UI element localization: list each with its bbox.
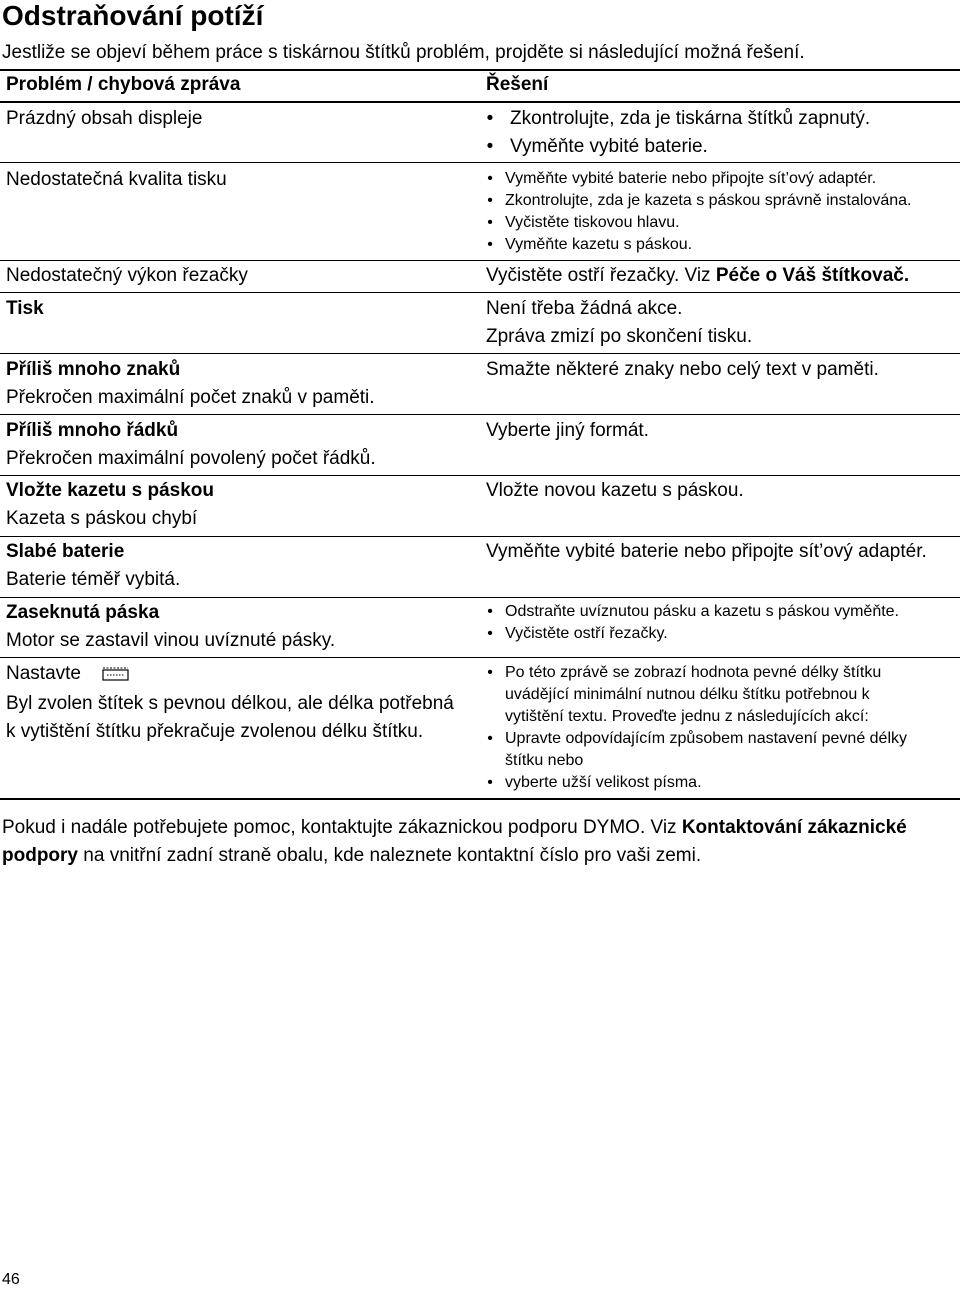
page-number: 46	[2, 1271, 20, 1288]
intro-text: Jestliže se objeví během práce s tiskárnou štítků problém, projděte si následující možná řešení.	[2, 42, 805, 63]
solution-reference: Péče o Váš štítkovač.	[715, 265, 910, 286]
bullet	[485, 133, 495, 161]
table-bottom-rule	[0, 798, 960, 800]
problem-title: Příliš mnoho znaků	[6, 359, 181, 380]
problem-title: Příliš mnoho řádků	[6, 420, 179, 441]
footer-reference: Kontaktování zákaznické podpory	[2, 817, 907, 866]
row-rule	[0, 597, 960, 598]
header-solution: Řešení	[486, 74, 549, 95]
problem-desc: Byl zvolen štítek s pevnou délkou, ale délka potřebná	[6, 693, 454, 714]
bullet	[485, 105, 495, 133]
solution-text: Po této zprávě se zobrazí hodnota pevné délky štítku	[505, 664, 882, 681]
solution-text: Vyberte jiný formát.	[486, 420, 649, 441]
problem-desc: Překročen maximální počet znaků v paměti.	[6, 387, 375, 408]
bullet	[485, 168, 495, 190]
solution-prefix: Vyčistěte ostří řezačky. Viz	[486, 265, 716, 286]
row-rule	[0, 162, 960, 163]
problem-text: Prázdný obsah displeje	[6, 108, 203, 129]
problem-text: Nedostatečný výkon řezačky	[6, 265, 248, 286]
solution-text: Zpráva zmizí po skončení tisku.	[486, 326, 753, 347]
solution-text	[486, 262, 909, 290]
problem-desc: Motor se zastavil vinou uvíznuté pásky.	[6, 630, 336, 651]
problem-title: Vložte kazetu s páskou	[6, 480, 215, 501]
problem-title: Nastavte	[6, 663, 81, 684]
solution-text: Smažte některé znaky nebo celý text v paměti.	[486, 359, 879, 380]
solution-text: uvádějící minimální nutnou délku štítku potřebnou k	[505, 686, 870, 703]
problem-desc: k vytištění štítku překračuje zvolenou délku štítku.	[6, 721, 424, 742]
solution-text: Vyměňte vybité baterie.	[510, 136, 708, 157]
bullet	[485, 728, 495, 750]
footer-text-part: Pokud i nadále potřebujete pomoc, kontaktujte zákaznickou podporu DYMO. Viz	[2, 817, 682, 838]
solution-text: vytištění textu. Proveďte jednu z následujících akcí:	[505, 708, 869, 725]
solution-text: štítku nebo	[505, 752, 584, 769]
bullet	[485, 623, 495, 645]
problem-title: Zaseknutá páska	[6, 602, 160, 623]
bullet	[485, 662, 495, 684]
problem-text: Nedostatečná kvalita tisku	[6, 169, 227, 190]
row-rule	[0, 475, 960, 476]
solution-text: Vyčistěte ostří řezačky.	[505, 625, 668, 642]
solution-text: Zkontrolujte, zda je tiskárna štítků zapnutý.	[510, 108, 871, 129]
problem-text: Tisk	[6, 298, 44, 319]
header-rule	[0, 101, 960, 103]
row-rule	[0, 657, 960, 658]
solution-text: Vložte novou kazetu s páskou.	[486, 480, 744, 501]
footer-text-part: na vnitřní zadní straně obalu, kde naleznete kontaktní číslo pro vaši zemi.	[78, 845, 702, 866]
solution-text: Upravte odpovídajícím způsobem nastavení pevné délky	[505, 730, 908, 747]
solution-text: Vyměňte vybité baterie nebo připojte sít’ový adaptér.	[505, 170, 877, 187]
solution-text: Vyměňte vybité baterie nebo připojte sít’ový adaptér.	[486, 541, 927, 562]
solution-text: Zkontrolujte, zda je kazeta s páskou správně instalována.	[505, 192, 912, 209]
problem-title: Slabé baterie	[6, 541, 125, 562]
header-problem: Problém / chybová zpráva	[6, 74, 241, 95]
bullet	[485, 234, 495, 256]
page-title: Odstraňování potíží	[2, 0, 264, 31]
bullet	[485, 601, 495, 623]
solution-text: Vyčistěte tiskovou hlavu.	[505, 214, 680, 231]
bullet	[485, 190, 495, 212]
fixed-length-label-icon	[102, 667, 129, 682]
row-rule	[0, 353, 960, 354]
row-rule	[0, 414, 960, 415]
row-rule	[0, 292, 960, 293]
problem-desc: Baterie téměř vybitá.	[6, 569, 181, 590]
solution-text: vyberte užší velikost písma.	[505, 774, 702, 791]
solution-text: Vyměňte kazetu s páskou.	[505, 236, 693, 253]
row-rule	[0, 536, 960, 537]
row-rule	[0, 260, 960, 261]
solution-text: Není třeba žádná akce.	[486, 298, 683, 319]
footer-text	[2, 814, 958, 870]
bullet	[485, 212, 495, 234]
problem-desc: Kazeta s páskou chybí	[6, 508, 198, 529]
solution-text: Odstraňte uvíznutou pásku a kazetu s páskou vyměňte.	[505, 603, 899, 620]
bullet	[485, 772, 495, 794]
problem-desc: Překročen maximální povolený počet řádků.	[6, 448, 376, 469]
